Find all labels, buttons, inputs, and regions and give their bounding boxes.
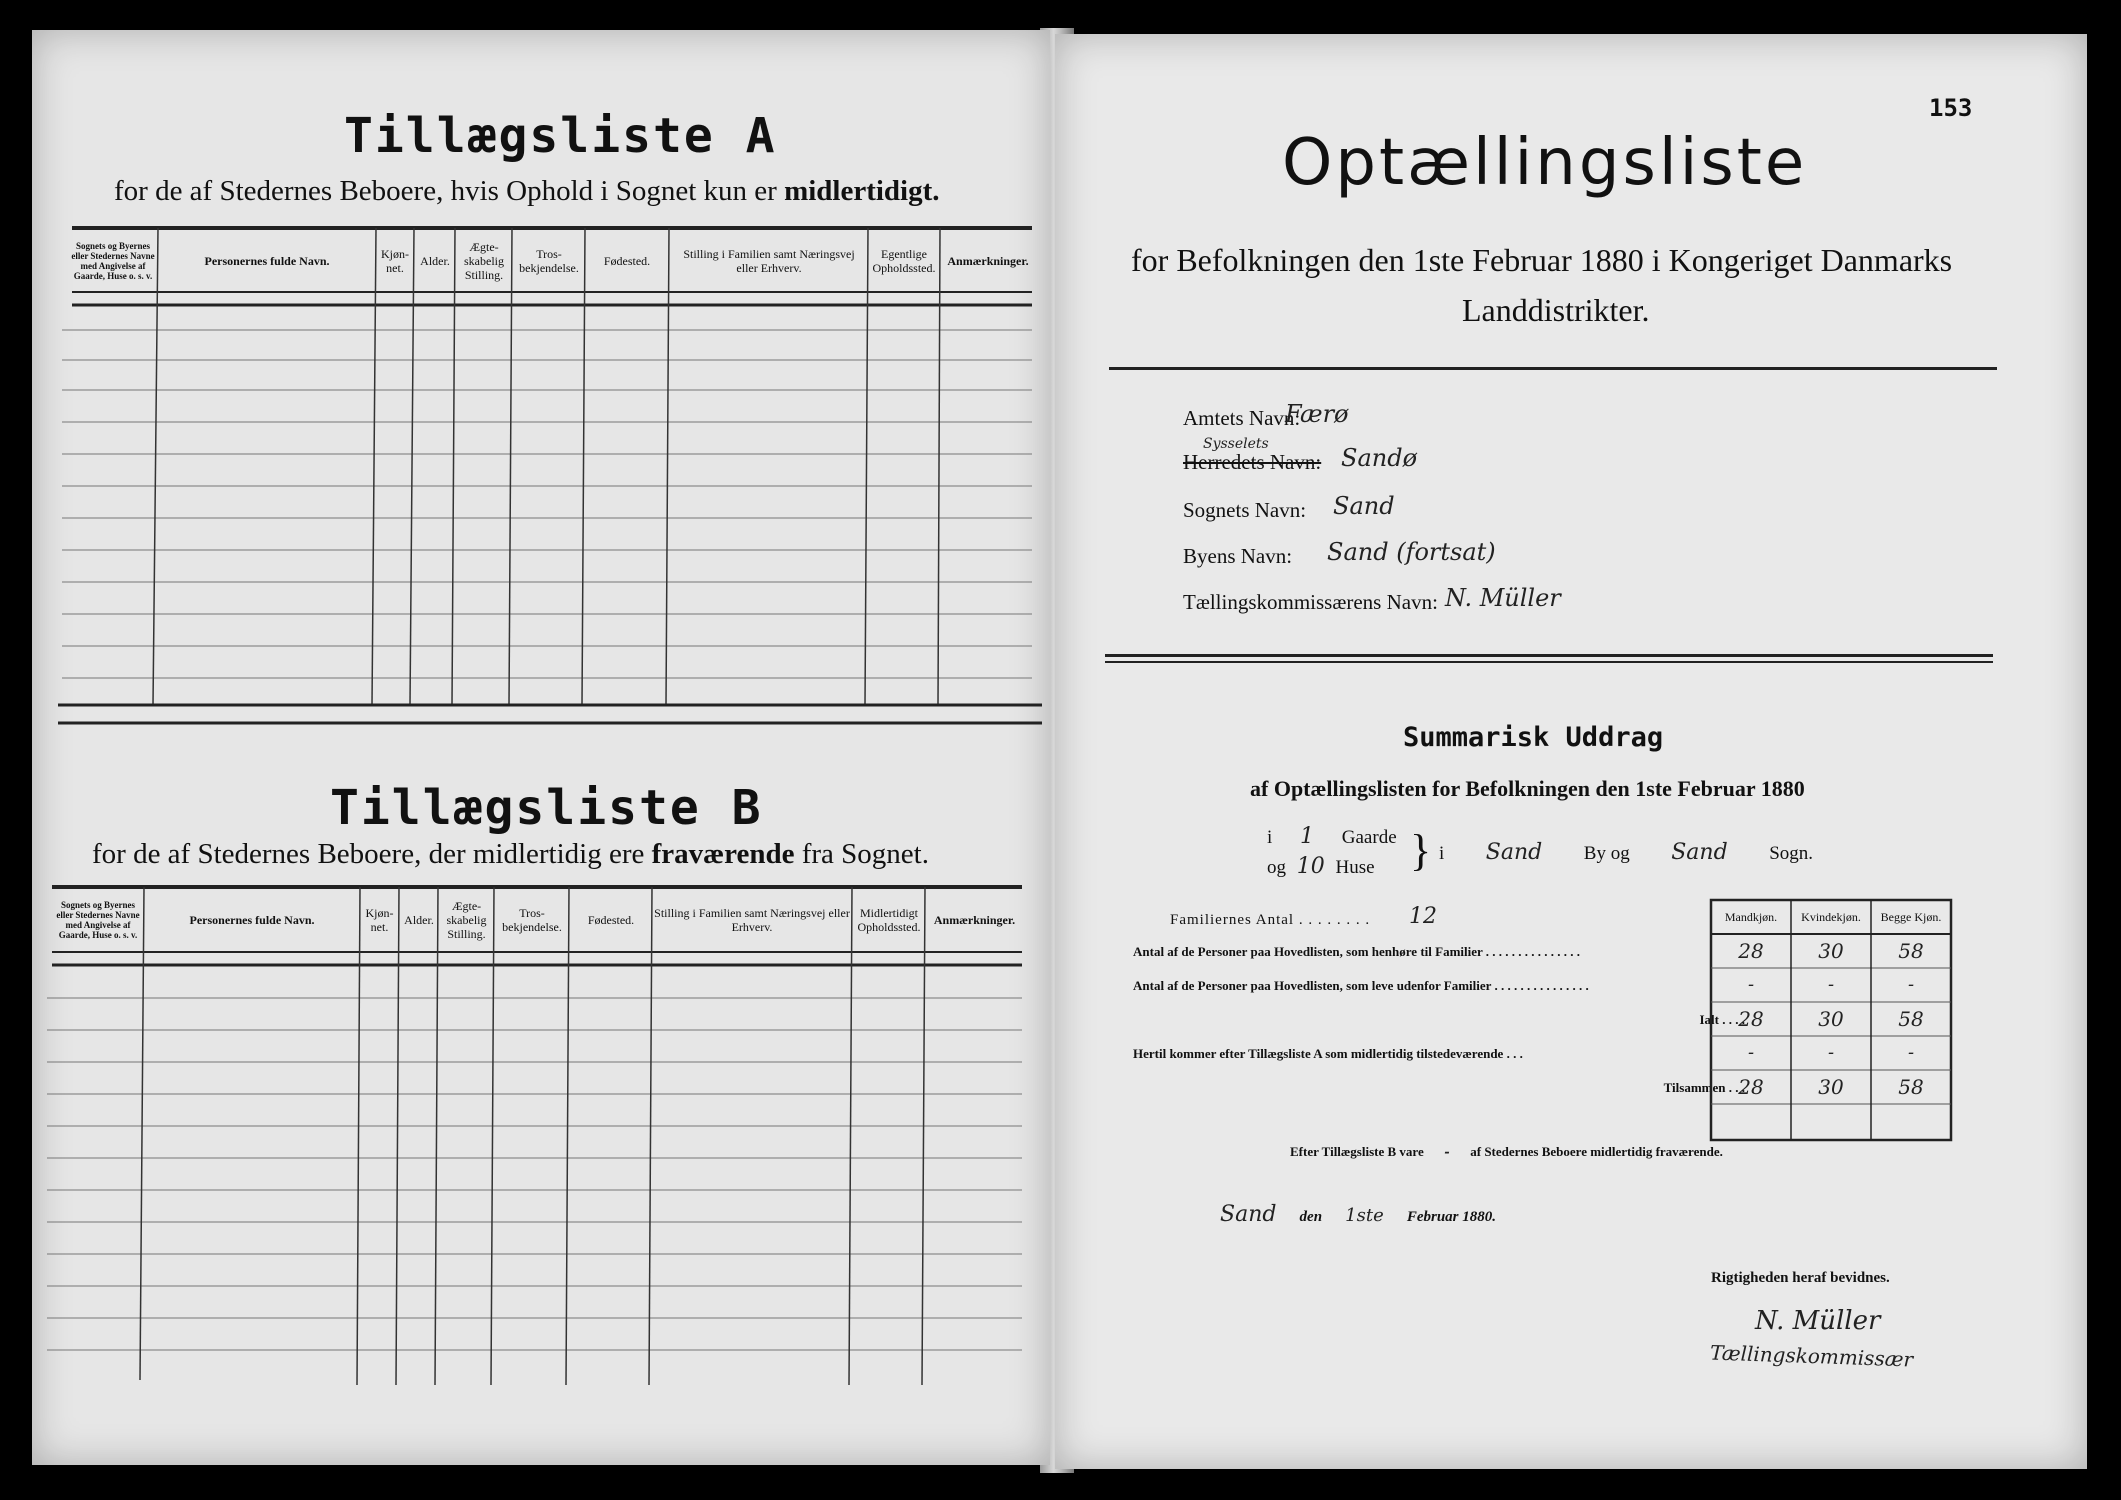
main-subtitle-line1: for Befolkningen den 1ste Februar 1880 i Kongeriget Danmarks [1131,242,1953,278]
list-b-note: Efter Tillægsliste B vare - af Stedernes Beboere midlertidig fraværende. [1290,1144,1723,1160]
list-a-title: Tillægsliste A [344,108,777,164]
main-title: Optællingsliste [1282,126,1808,200]
gaarde-line: i 1 Gaarde [1267,824,1397,849]
summary-title: Summarisk Uddrag [1403,722,1664,753]
list-b-col-religion: Tros-bekjendelse. [502,906,562,934]
field-by-label: Byens Navn: [1183,544,1293,568]
sum-cell: 28 [1738,1075,1764,1099]
signature-title: Tællingskommissær [1709,1340,1914,1372]
list-a-subtitle: for de af Stedernes Beboere, hvis Ophold i Sognet kun er midlertidigt. [114,175,940,207]
certify-text: Rigtigheden heraf bevidnes. [1711,1270,1890,1286]
brace: } [1410,826,1432,875]
list-b-col-age: Alder. [404,913,434,927]
list-a-col-remarks: Anmærkninger. [947,254,1029,268]
list-b-col-marital: Ægte-skabelig Stilling. [446,899,487,941]
list-a-col-birthplace: Fødested. [603,254,651,268]
list-a-col-residence: Egentlige Opholdssted. [872,247,936,275]
list-b-col-sex: Kjøn-net. [365,906,394,934]
sum-cell: - [1827,1042,1835,1063]
field-commissioner-value: N. Müller [1445,584,1561,612]
sum-cell: - [1827,974,1835,995]
right-page [1055,34,2087,1469]
familier-value: 12 [1409,904,1437,929]
sum-cell: 28 [1738,1007,1764,1031]
main-subtitle-line2: Landdistrikter. [1462,292,1650,328]
sum-cell: - [1907,974,1915,995]
list-b-grid [32,30,1050,1465]
list-a-col-place: Sognets og Byernes eller Stedernes Navne med Angivelse af Gaarde, Huse o. s. v. [71,241,155,281]
list-b-col-birthplace: Fødested. [587,913,635,927]
page-number: 153 [1929,94,1973,122]
sum-cell: 58 [1898,939,1924,963]
signature: N. Müller [1755,1306,1881,1336]
sum-row-2-label: Antal af de Personer paa Hovedlisten, som leve udenfor Familier . . . . . . . . . . . . . . . [1133,978,1589,993]
sum-cell: 30 [1818,1075,1844,1099]
sum-col-male: Mandkjøn. [1724,910,1778,924]
by-sogn-line: i Sand By og Sand Sogn. [1439,840,1814,865]
sum-cell: 30 [1818,939,1844,963]
list-b-col-occupation: Stilling i Familien samt Næringsvej eller Erhverv. [654,906,850,934]
list-b-col-residence: Midlertidigt Opholdssted. [857,906,921,934]
field-amt-value: Færø [1285,400,1349,428]
familier-label: Familiernes Antal . . . . . . . . [1170,912,1371,928]
sum-cell: 28 [1738,939,1764,963]
sum-row-3-label: Ialt . . . . [1699,1012,1745,1027]
field-sogn-value: Sand [1333,492,1395,520]
sum-col-female: Kvindekjøn. [1801,910,1861,924]
sum-col-both: Begge Kjøn. [1880,910,1942,924]
field-commissioner-label: Tællingskommissærens Navn: [1183,590,1438,614]
field-herred-value: Sandø [1341,444,1418,472]
summary-table-grid [1055,34,2087,1469]
list-b-col-remarks: Anmærkninger. [933,913,1016,927]
sum-cell: - [1747,974,1755,995]
sum-cell: - [1907,1042,1915,1063]
huse-line: og 10 Huse [1267,854,1375,879]
list-a-col-age: Alder. [420,254,450,268]
sum-cell: 58 [1898,1075,1924,1099]
list-b-col-name: Personernes fulde Navn. [189,913,315,927]
sum-cell: 58 [1898,1007,1924,1031]
field-amt-label: Amtets Navn: [1183,406,1301,430]
list-b-subtitle: for de af Stedernes Beboere, der midlertidig ere fraværende fra Sognet. [92,838,929,870]
date-line: Sand den 1ste Februar 1880. [1220,1202,1496,1227]
left-page [32,30,1050,1465]
summary-subtitle: af Optællingslisten for Befolkningen den 1ste Februar 1880 [1250,776,1805,801]
sum-row-1-label: Antal af de Personer paa Hovedlisten, som henhøre til Familier . . . . . . . . . . . . . . . [1133,944,1581,959]
sum-cell: 30 [1818,1007,1844,1031]
list-b-col-place: Sognets og Byernes eller Stedernes Navne med Angivelse af Gaarde, Huse o. s. v. [56,900,140,940]
list-a-col-sex: Kjøn-net. [381,247,409,275]
field-herred-annotation: Sysselets [1203,436,1269,452]
field-herred-label: Herredets Navn: [1183,450,1322,474]
list-a-col-occupation: Stilling i Familien samt Næringsvej eller Erhverv. [683,247,855,275]
list-b-title: Tillægsliste B [330,780,763,836]
field-by-value: Sand (fortsat) [1327,538,1496,566]
list-a-col-name: Personernes fulde Navn. [204,254,330,268]
sum-row-4-label: Hertil kommer efter Tillægsliste A som midlertidig tilstedeværende . . . [1133,1046,1523,1061]
sum-row-5-label: Tilsammen . . . [1663,1080,1745,1095]
list-a-col-religion: Tros-bekjendelse. [519,247,579,275]
sum-cell: - [1747,1042,1755,1063]
list-a-col-marital: Ægte-skabelig Stilling. [464,240,504,282]
field-sogn-label: Sognets Navn: [1183,498,1307,522]
